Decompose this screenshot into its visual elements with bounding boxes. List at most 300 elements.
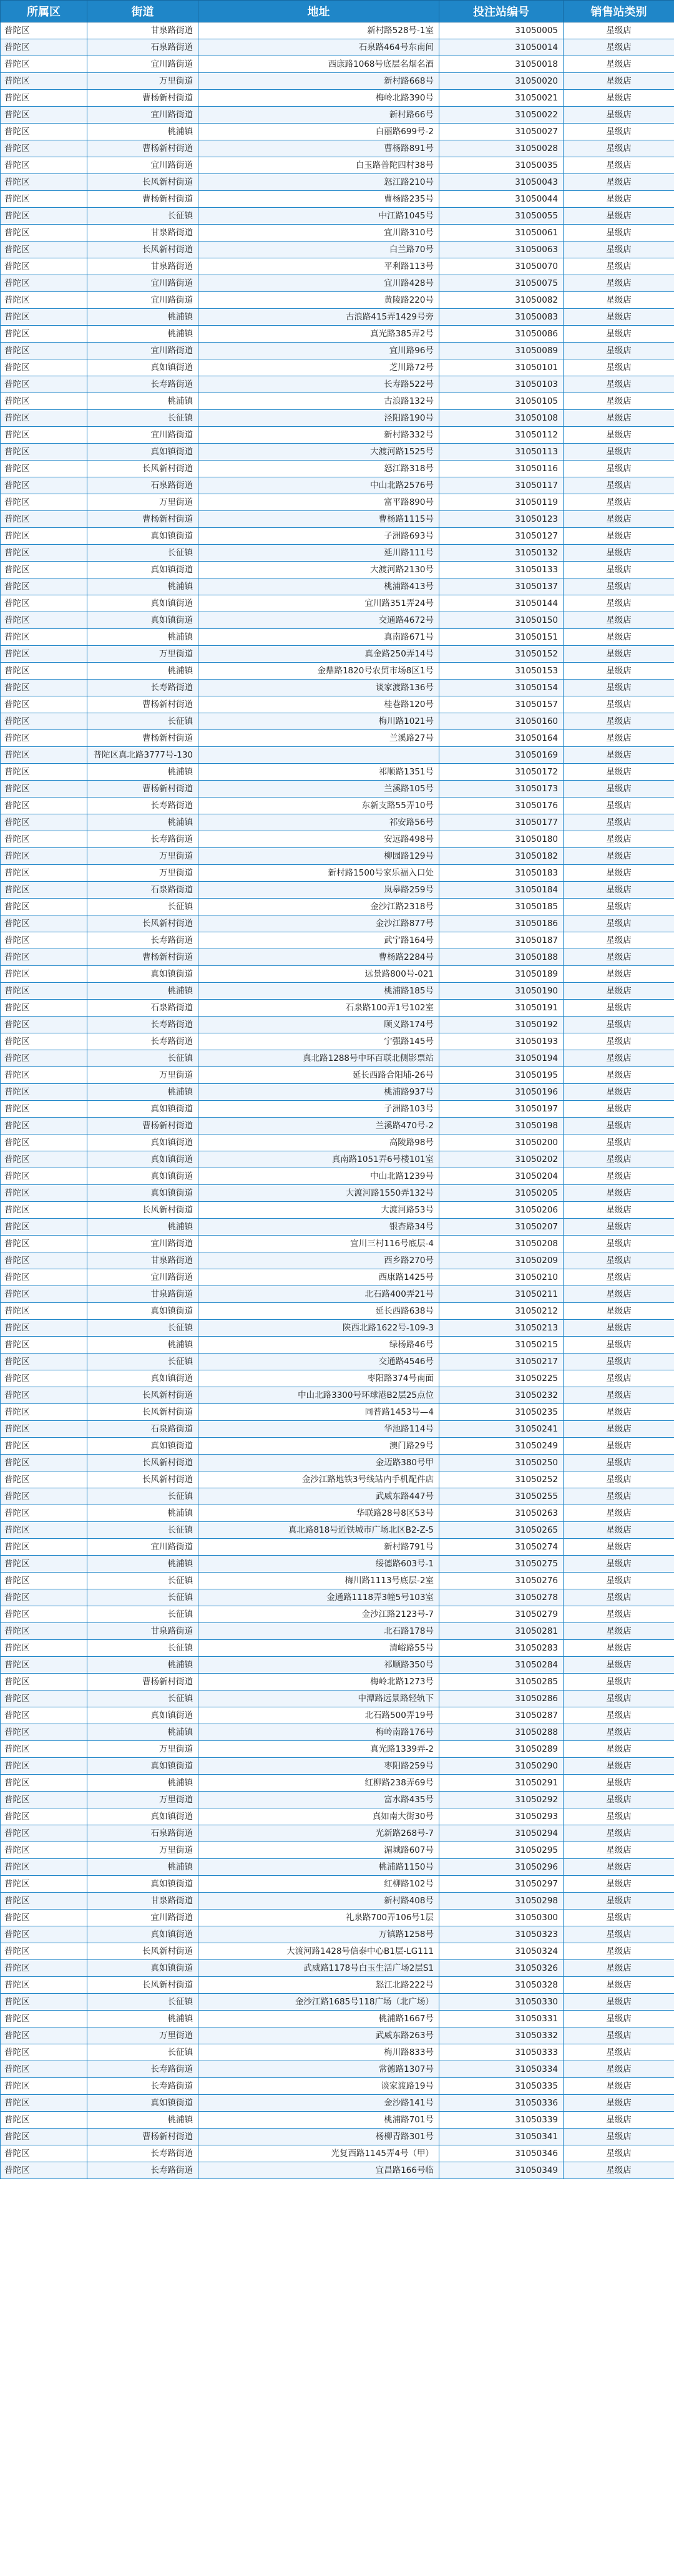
- cell-district: 普陀区: [1, 1252, 87, 1269]
- cell-station-no: 31050070: [439, 258, 564, 275]
- cell-street: 万里街道: [87, 865, 198, 882]
- cell-street: 桃浦镇: [87, 1556, 198, 1573]
- cell-station-no: 31050014: [439, 39, 564, 56]
- cell-category: 星级店: [564, 1354, 674, 1370]
- cell-address: 兰溪路105号: [198, 781, 439, 798]
- table-row: [1, 1337, 674, 1354]
- cell-district: 普陀区: [1, 1842, 87, 1859]
- cell-street: 宜川路街道: [87, 157, 198, 174]
- cell-district: 普陀区: [1, 376, 87, 393]
- table-row: [1, 225, 674, 242]
- cell-district: 普陀区: [1, 1994, 87, 2011]
- cell-district: 普陀区: [1, 1455, 87, 1471]
- cell-station-no: 31050018: [439, 56, 564, 73]
- cell-category: 星级店: [564, 1573, 674, 1589]
- cell-category: 星级店: [564, 393, 674, 410]
- table-row: [1, 444, 674, 461]
- cell-category: 星级店: [564, 242, 674, 258]
- cell-category: 星级店: [564, 494, 674, 511]
- cell-category: 星级店: [564, 309, 674, 326]
- cell-station-no: 31050255: [439, 1488, 564, 1505]
- cell-station-no: 31050027: [439, 124, 564, 140]
- cell-district: 普陀区: [1, 56, 87, 73]
- cell-address: 柳园路129号: [198, 848, 439, 865]
- table-row: [1, 713, 674, 730]
- table-row: [1, 1505, 674, 1522]
- cell-category: 星级店: [564, 1926, 674, 1943]
- header-address: 地址: [198, 1, 439, 22]
- cell-district: 普陀区: [1, 1488, 87, 1505]
- cell-address: 白兰路70号: [198, 242, 439, 258]
- cell-district: 普陀区: [1, 1033, 87, 1050]
- cell-street: 真如镇街道: [87, 1101, 198, 1118]
- cell-district: 普陀区: [1, 2162, 87, 2179]
- cell-address: 真金路250弄14号: [198, 646, 439, 663]
- cell-district: 普陀区: [1, 1539, 87, 1556]
- table-header-row: [1, 1, 674, 22]
- table-row: [1, 578, 674, 595]
- cell-category: 星级店: [564, 764, 674, 781]
- table-row: [1, 1876, 674, 1893]
- cell-category: 星级店: [564, 915, 674, 932]
- cell-district: 普陀区: [1, 865, 87, 882]
- cell-category: 星级店: [564, 1438, 674, 1455]
- table-row: [1, 1589, 674, 1606]
- cell-street: 真如镇街道: [87, 1185, 198, 1202]
- cell-district: 普陀区: [1, 1017, 87, 1033]
- cell-station-no: 31050043: [439, 174, 564, 191]
- cell-street: 长风新村街道: [87, 915, 198, 932]
- cell-address: 石泉路100弄1号102室: [198, 1000, 439, 1017]
- cell-station-no: 31050022: [439, 107, 564, 124]
- cell-street: 甘泉路街道: [87, 1286, 198, 1303]
- cell-category: 星级店: [564, 798, 674, 814]
- cell-district: 普陀区: [1, 309, 87, 326]
- cell-district: 普陀区: [1, 562, 87, 578]
- cell-address: 新村路528号-1室: [198, 22, 439, 39]
- cell-station-no: 31050186: [439, 915, 564, 932]
- cell-category: 星级店: [564, 814, 674, 831]
- cell-station-no: 31050274: [439, 1539, 564, 1556]
- cell-category: 星级店: [564, 1606, 674, 1623]
- cell-street: 桃浦镇: [87, 1219, 198, 1236]
- cell-category: 星级店: [564, 882, 674, 899]
- table-row: [1, 343, 674, 359]
- cell-category: 星级店: [564, 713, 674, 730]
- cell-district: 普陀区: [1, 1522, 87, 1539]
- cell-station-no: 31050132: [439, 545, 564, 562]
- cell-district: 普陀区: [1, 1370, 87, 1387]
- cell-address: 清峪路55号: [198, 1640, 439, 1657]
- cell-address: 岚皋路259号: [198, 882, 439, 899]
- cell-street: 宜川路街道: [87, 292, 198, 309]
- cell-street: 甘泉路街道: [87, 225, 198, 242]
- cell-address: 泾阳路190号: [198, 410, 439, 427]
- cell-address: 武威路1178号白玉生活广场2层S1: [198, 1960, 439, 1977]
- cell-address: 梅岭北路1273号: [198, 1674, 439, 1690]
- cell-category: 星级店: [564, 932, 674, 949]
- cell-street: 宜川路街道: [87, 343, 198, 359]
- cell-address: 武宁路164号: [198, 932, 439, 949]
- cell-street: 曹杨新村街道: [87, 511, 198, 528]
- cell-address: 大渡河路2130号: [198, 562, 439, 578]
- cell-address: 宁强路145号: [198, 1033, 439, 1050]
- cell-district: 普陀区: [1, 1876, 87, 1893]
- table-row: [1, 1033, 674, 1050]
- cell-category: 星级店: [564, 22, 674, 39]
- cell-station-no: 31050339: [439, 2112, 564, 2129]
- cell-address: 梅川路1021号: [198, 713, 439, 730]
- cell-category: 星级店: [564, 444, 674, 461]
- cell-address: 西康路1425号: [198, 1269, 439, 1286]
- cell-district: 普陀区: [1, 343, 87, 359]
- cell-address: 宜昌路166号临: [198, 2162, 439, 2179]
- cell-station-no: 31050005: [439, 22, 564, 39]
- cell-street: 曹杨新村街道: [87, 696, 198, 713]
- cell-station-no: 31050055: [439, 208, 564, 225]
- table-row: [1, 983, 674, 1000]
- cell-street: 万里街道: [87, 1792, 198, 1808]
- cell-category: 星级店: [564, 2162, 674, 2179]
- table-row: [1, 696, 674, 713]
- cell-category: 星级店: [564, 1910, 674, 1926]
- cell-address: 澳门路29号: [198, 1438, 439, 1455]
- cell-address: 中山北路3300号环球港B2层25点位: [198, 1387, 439, 1404]
- cell-category: 星级店: [564, 1455, 674, 1471]
- cell-category: 星级店: [564, 831, 674, 848]
- cell-street: 甘泉路街道: [87, 1623, 198, 1640]
- cell-station-no: 31050290: [439, 1758, 564, 1775]
- table-row: [1, 1236, 674, 1252]
- table-row: [1, 1724, 674, 1741]
- cell-category: 星级店: [564, 1320, 674, 1337]
- cell-category: 星级店: [564, 1118, 674, 1134]
- cell-address: 谈家渡路19号: [198, 2078, 439, 2095]
- table-row: [1, 1657, 674, 1674]
- cell-category: 星级店: [564, 696, 674, 713]
- cell-category: 星级店: [564, 2027, 674, 2044]
- cell-station-no: 31050204: [439, 1168, 564, 1185]
- table-row: [1, 1926, 674, 1943]
- cell-category: 星级店: [564, 1640, 674, 1657]
- cell-street: 真如镇街道: [87, 1808, 198, 1825]
- table-row: [1, 1050, 674, 1067]
- cell-street: 桃浦镇: [87, 393, 198, 410]
- cell-address: 光新路268号-7: [198, 1825, 439, 1842]
- cell-district: 普陀区: [1, 2129, 87, 2145]
- cell-street: 桃浦镇: [87, 764, 198, 781]
- cell-district: 普陀区: [1, 275, 87, 292]
- cell-category: 星级店: [564, 73, 674, 90]
- table-row: [1, 1707, 674, 1724]
- cell-district: 普陀区: [1, 949, 87, 966]
- table-row: [1, 90, 674, 107]
- cell-district: 普陀区: [1, 578, 87, 595]
- cell-address: 礼泉路700弄106号1层: [198, 1910, 439, 1926]
- table-row: [1, 2145, 674, 2162]
- cell-station-no: 31050279: [439, 1606, 564, 1623]
- cell-district: 普陀区: [1, 477, 87, 494]
- cell-station-no: 31050152: [439, 646, 564, 663]
- table-row: [1, 798, 674, 814]
- cell-district: 普陀区: [1, 90, 87, 107]
- cell-category: 星级店: [564, 1050, 674, 1067]
- cell-street: 长风新村街道: [87, 1977, 198, 1994]
- cell-address: 金鼎路1820号农贸市场8区1号: [198, 663, 439, 680]
- cell-station-no: 31050137: [439, 578, 564, 595]
- cell-category: 星级店: [564, 595, 674, 612]
- cell-station-no: 31050119: [439, 494, 564, 511]
- cell-district: 普陀区: [1, 730, 87, 747]
- cell-category: 星级店: [564, 1017, 674, 1033]
- cell-address: 怒江路210号: [198, 174, 439, 191]
- cell-district: 普陀区: [1, 494, 87, 511]
- cell-station-no: 31050331: [439, 2011, 564, 2027]
- cell-address: 真北路1288号中环百联北侧影票站: [198, 1050, 439, 1067]
- table-row: [1, 258, 674, 275]
- cell-district: 普陀区: [1, 814, 87, 831]
- cell-street: 长征镇: [87, 2044, 198, 2061]
- cell-station-no: 31050200: [439, 1134, 564, 1151]
- cell-address: 西康路1068号底层名烟名酒: [198, 56, 439, 73]
- table-row: [1, 39, 674, 56]
- cell-address: 真北路818号近铁城市广场北区B2-Z-5: [198, 1522, 439, 1539]
- cell-district: 普陀区: [1, 1084, 87, 1101]
- cell-station-no: 31050195: [439, 1067, 564, 1084]
- header-street: 街道: [87, 1, 198, 22]
- table-row: [1, 359, 674, 376]
- cell-address: 同普路1453号—4: [198, 1404, 439, 1421]
- cell-district: 普陀区: [1, 1185, 87, 1202]
- cell-address: 金沙江路2318号: [198, 899, 439, 915]
- cell-district: 普陀区: [1, 225, 87, 242]
- cell-category: 星级店: [564, 848, 674, 865]
- cell-district: 普陀区: [1, 124, 87, 140]
- table-row: [1, 292, 674, 309]
- cell-category: 星级店: [564, 1623, 674, 1640]
- cell-district: 普陀区: [1, 663, 87, 680]
- cell-category: 星级店: [564, 1134, 674, 1151]
- cell-district: 普陀区: [1, 1219, 87, 1236]
- cell-district: 普陀区: [1, 781, 87, 798]
- cell-address: 金通路1118弄3幢5号103室: [198, 1589, 439, 1606]
- cell-address: 富水路435号: [198, 1792, 439, 1808]
- table-row: [1, 612, 674, 629]
- header-station-no: 投注站编号: [439, 1, 564, 22]
- cell-street: 宜川路街道: [87, 427, 198, 444]
- cell-address: 西乡路270号: [198, 1252, 439, 1269]
- cell-district: 普陀区: [1, 1438, 87, 1455]
- table-row: [1, 1775, 674, 1792]
- cell-address: 兰溪路470号-2: [198, 1118, 439, 1134]
- cell-station-no: 31050169: [439, 747, 564, 764]
- cell-address: 杨柳青路301号: [198, 2129, 439, 2145]
- table-row: [1, 191, 674, 208]
- cell-district: 普陀区: [1, 1893, 87, 1910]
- cell-district: 普陀区: [1, 747, 87, 764]
- cell-street: 长寿路街道: [87, 831, 198, 848]
- cell-street: 万里街道: [87, 494, 198, 511]
- cell-category: 星级店: [564, 1505, 674, 1522]
- cell-category: 星级店: [564, 545, 674, 562]
- cell-street: 长风新村街道: [87, 1471, 198, 1488]
- cell-station-no: 31050190: [439, 983, 564, 1000]
- cell-address: 白丽路699号-2: [198, 124, 439, 140]
- cell-district: 普陀区: [1, 2112, 87, 2129]
- cell-district: 普陀区: [1, 73, 87, 90]
- cell-category: 星级店: [564, 1337, 674, 1354]
- cell-category: 星级店: [564, 1151, 674, 1168]
- cell-street: 桃浦镇: [87, 1505, 198, 1522]
- cell-district: 普陀区: [1, 848, 87, 865]
- cell-street: 长征镇: [87, 1573, 198, 1589]
- cell-district: 普陀区: [1, 1623, 87, 1640]
- cell-district: 普陀区: [1, 2145, 87, 2162]
- cell-street: 桃浦镇: [87, 1775, 198, 1792]
- table-row: [1, 511, 674, 528]
- cell-district: 普陀区: [1, 1724, 87, 1741]
- cell-district: 普陀区: [1, 1421, 87, 1438]
- table-row: [1, 1101, 674, 1118]
- cell-station-no: 31050263: [439, 1505, 564, 1522]
- cell-address: 新村路66号: [198, 107, 439, 124]
- cell-station-no: 31050182: [439, 848, 564, 865]
- cell-category: 星级店: [564, 124, 674, 140]
- cell-district: 普陀区: [1, 764, 87, 781]
- table-row: [1, 899, 674, 915]
- table-row: [1, 966, 674, 983]
- cell-category: 星级店: [564, 1960, 674, 1977]
- cell-district: 普陀区: [1, 1134, 87, 1151]
- table-row: [1, 494, 674, 511]
- cell-address: 富平路890号: [198, 494, 439, 511]
- table-row: [1, 2027, 674, 2044]
- cell-street: 真如镇街道: [87, 359, 198, 376]
- cell-station-no: 31050113: [439, 444, 564, 461]
- cell-category: 星级店: [564, 39, 674, 56]
- cell-category: 星级店: [564, 1421, 674, 1438]
- cell-street: 桃浦镇: [87, 1657, 198, 1674]
- table-row: [1, 1977, 674, 1994]
- cell-station-no: 31050209: [439, 1252, 564, 1269]
- cell-district: 普陀区: [1, 798, 87, 814]
- cell-street: 真如镇街道: [87, 1707, 198, 1724]
- cell-district: 普陀区: [1, 545, 87, 562]
- table-row: [1, 949, 674, 966]
- cell-station-no: 31050335: [439, 2078, 564, 2095]
- cell-address: 华池路114号: [198, 1421, 439, 1438]
- cell-street: 长风新村街道: [87, 1387, 198, 1404]
- table-row: [1, 1084, 674, 1101]
- cell-district: 普陀区: [1, 208, 87, 225]
- cell-category: 星级店: [564, 2112, 674, 2129]
- cell-category: 星级店: [564, 461, 674, 477]
- cell-address: 湄城路607号: [198, 1842, 439, 1859]
- table-row: [1, 1354, 674, 1370]
- cell-category: 星级店: [564, 56, 674, 73]
- cell-district: 普陀区: [1, 1067, 87, 1084]
- cell-category: 星级店: [564, 410, 674, 427]
- table-row: [1, 1674, 674, 1690]
- cell-category: 星级店: [564, 1808, 674, 1825]
- cell-address: 梅岭北路390号: [198, 90, 439, 107]
- cell-address: 大渡河路1550弄132号: [198, 1185, 439, 1202]
- table-row: [1, 1252, 674, 1269]
- cell-district: 普陀区: [1, 1320, 87, 1337]
- cell-station-no: 31050063: [439, 242, 564, 258]
- cell-station-no: 31050281: [439, 1623, 564, 1640]
- cell-street: 万里街道: [87, 1741, 198, 1758]
- cell-station-no: 31050341: [439, 2129, 564, 2145]
- table-row: [1, 1910, 674, 1926]
- cell-station-no: 31050187: [439, 932, 564, 949]
- header-district: 所属区: [1, 1, 87, 22]
- cell-district: 普陀区: [1, 1977, 87, 1994]
- cell-district: 普陀区: [1, 2044, 87, 2061]
- table-row: [1, 376, 674, 393]
- cell-address: 曹杨路235号: [198, 191, 439, 208]
- table-row: [1, 107, 674, 124]
- cell-category: 星级店: [564, 1404, 674, 1421]
- cell-station-no: 31050157: [439, 696, 564, 713]
- cell-address: 金沙江路877号: [198, 915, 439, 932]
- table-row: [1, 2078, 674, 2095]
- cell-station-no: 31050252: [439, 1471, 564, 1488]
- cell-category: 星级店: [564, 865, 674, 882]
- cell-district: 普陀区: [1, 680, 87, 696]
- cell-district: 普陀区: [1, 1741, 87, 1758]
- cell-category: 星级店: [564, 90, 674, 107]
- cell-station-no: 31050213: [439, 1320, 564, 1337]
- cell-station-no: 31050202: [439, 1151, 564, 1168]
- table-row: [1, 2061, 674, 2078]
- cell-street: 真如镇街道: [87, 528, 198, 545]
- cell-street: 桃浦镇: [87, 663, 198, 680]
- cell-street: 甘泉路街道: [87, 1252, 198, 1269]
- cell-district: 普陀区: [1, 410, 87, 427]
- cell-station-no: 31050207: [439, 1219, 564, 1236]
- cell-street: 曹杨新村街道: [87, 781, 198, 798]
- cell-station-no: 31050177: [439, 814, 564, 831]
- cell-category: 星级店: [564, 899, 674, 915]
- cell-station-no: 31050198: [439, 1118, 564, 1134]
- table-row: [1, 1623, 674, 1640]
- cell-station-no: 31050192: [439, 1017, 564, 1033]
- cell-address: 新村路408号: [198, 1893, 439, 1910]
- cell-category: 星级店: [564, 612, 674, 629]
- cell-category: 星级店: [564, 1539, 674, 1556]
- cell-district: 普陀区: [1, 595, 87, 612]
- cell-district: 普陀区: [1, 696, 87, 713]
- cell-address: 新村路791号: [198, 1539, 439, 1556]
- cell-district: 普陀区: [1, 966, 87, 983]
- cell-category: 星级店: [564, 107, 674, 124]
- cell-address: 万镇路1258号: [198, 1926, 439, 1943]
- cell-category: 星级店: [564, 578, 674, 595]
- table-row: [1, 2162, 674, 2179]
- cell-category: 星级店: [564, 1690, 674, 1707]
- cell-address: 陕西北路1622号-109-3: [198, 1320, 439, 1337]
- cell-street: 长征镇: [87, 410, 198, 427]
- cell-category: 星级店: [564, 680, 674, 696]
- cell-district: 普陀区: [1, 1758, 87, 1775]
- cell-street: 真如镇街道: [87, 2095, 198, 2112]
- cell-street: 长征镇: [87, 1690, 198, 1707]
- cell-station-no: 31050250: [439, 1455, 564, 1471]
- cell-street: 长寿路街道: [87, 932, 198, 949]
- cell-district: 普陀区: [1, 511, 87, 528]
- cell-street: 甘泉路街道: [87, 258, 198, 275]
